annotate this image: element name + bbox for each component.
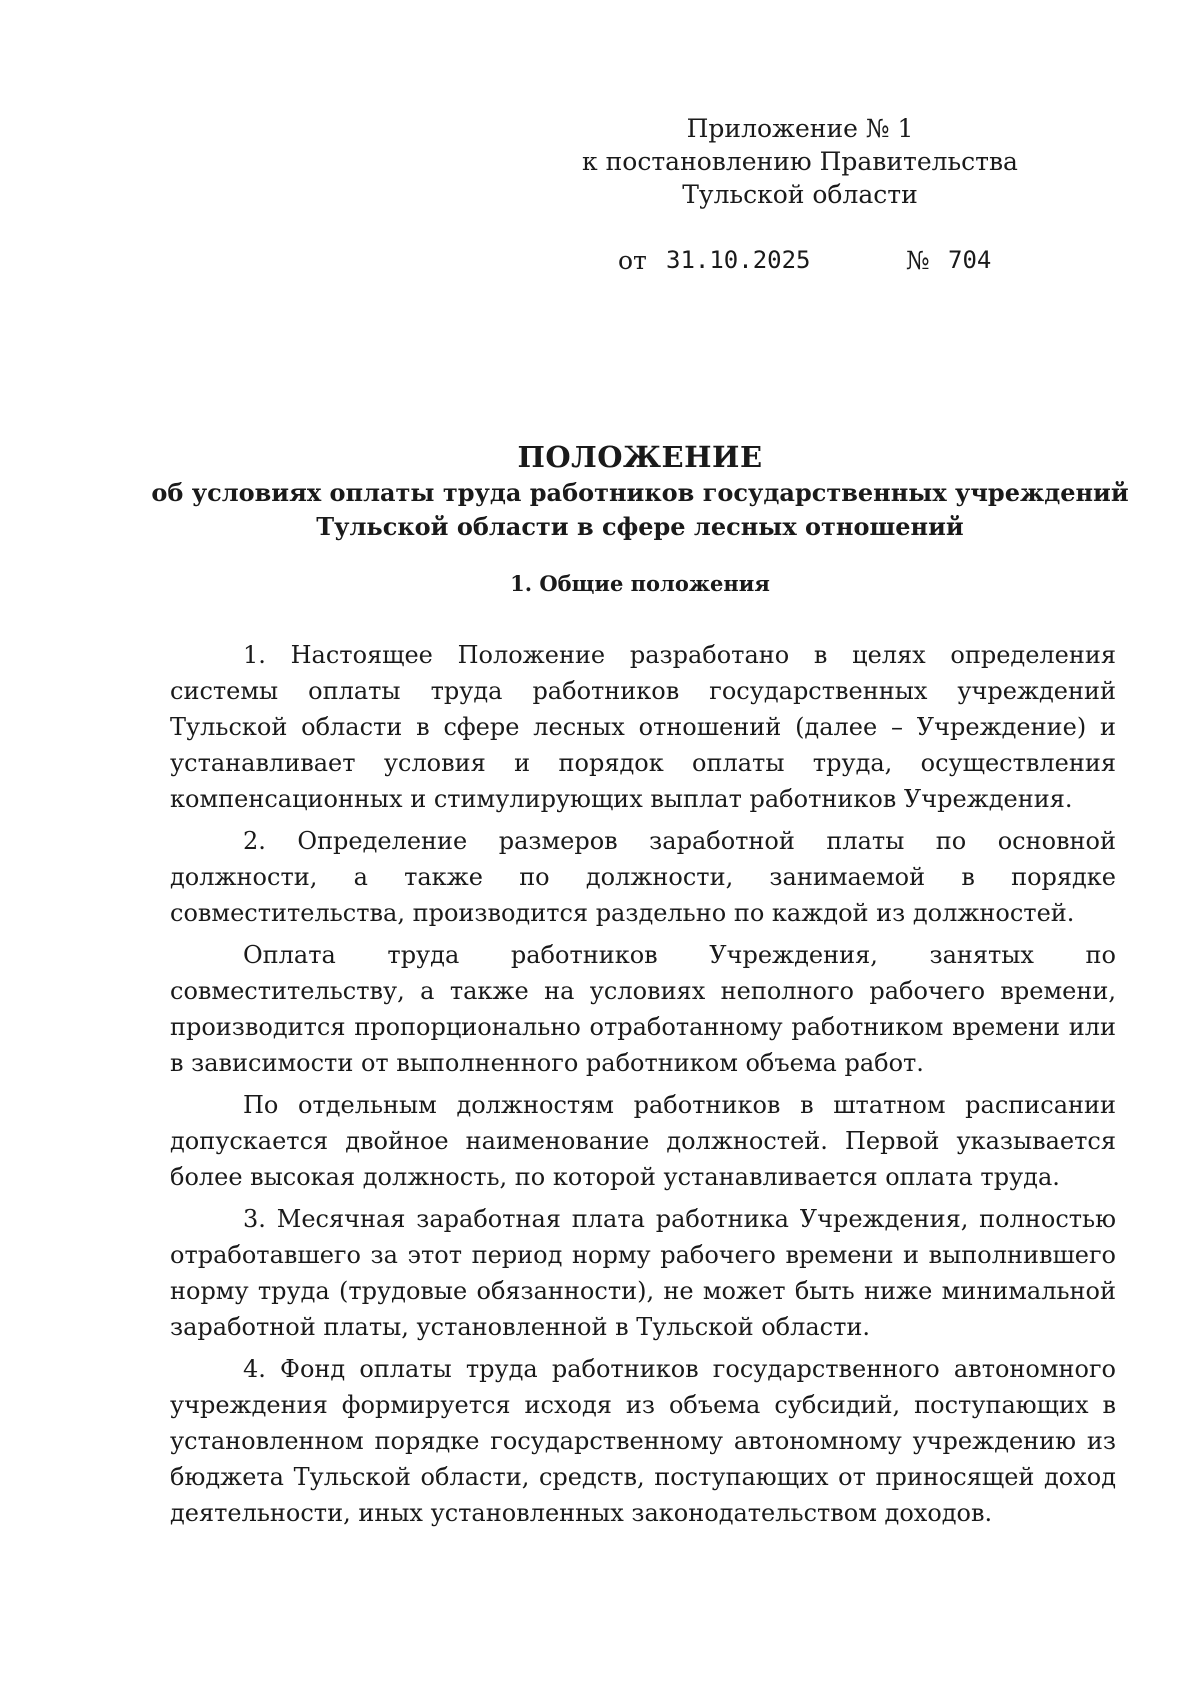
paragraph-4: По отдельным должностям работников в штатном расписании допускается двойное наименование должностей. Первой указывается более высокая должность, по которой устанавливается оплата труда. (170, 1091, 1116, 1191)
paragraph-6: 4. Фонд оплаты труда работников государственного автономного учреждения формируется исходя из объема субсидий, поступающих в установленном порядке государственному автономному учреждению из бюджета Тульской области, средств, поступающих от приносящей доход деятельности, иных установленных законодательством доходов. (170, 1355, 1116, 1527)
number-sign: № (906, 246, 930, 275)
decree-number: 704 (948, 246, 992, 274)
title-subtitle-line2: Тульской области в сфере лесных отношений (316, 512, 964, 541)
paragraph-1: 1. Настоящее Положение разработано в целях определения системы оплаты труда работников государственных учреждений Тульской области в сфере лесных отношений (далее – Учреждение) и устанавливает условия и порядок оплаты труда, осуществления компенсационных и стимулирующих выплат работников Учреждения. (170, 641, 1116, 813)
appendix-reference: к постановлению Правительства (582, 147, 1018, 176)
date-prefix: от (618, 246, 647, 275)
appendix-number: Приложение № 1 (686, 114, 914, 143)
title-subtitle-line1: об условиях оплаты труда работников государственных учреждений (151, 478, 1129, 507)
document-body (170, 637, 1116, 1537)
title-main: ПОЛОЖЕНИЕ (517, 440, 763, 474)
section-heading: 1. Общие положения (510, 571, 770, 596)
appendix-region: Тульской области (682, 180, 918, 209)
paragraph-3: Оплата труда работников Учреждения, занятых по совместительству, а также на условиях неполного рабочего времени, производится пропорционально отработанному работником времени или в зависимости от выполненного работником объема работ. (170, 941, 1116, 1077)
paragraph-5: 3. Месячная заработная плата работника Учреждения, полностью отработавшего за этот период норму рабочего времени и выполнившего норму труда (трудовые обязанности), не может быть ниже минимальной заработной платы, установленной в Тульской области. (170, 1205, 1116, 1341)
appendix-header (560, 112, 1040, 211)
decree-date: 31.10.2025 (666, 246, 811, 274)
document-title (150, 438, 1130, 544)
paragraph-2: 2. Определение размеров заработной платы по основной должности, а также по должности, занимаемой в порядке совместительства, производится раздельно по каждой из должностей. (170, 827, 1116, 927)
